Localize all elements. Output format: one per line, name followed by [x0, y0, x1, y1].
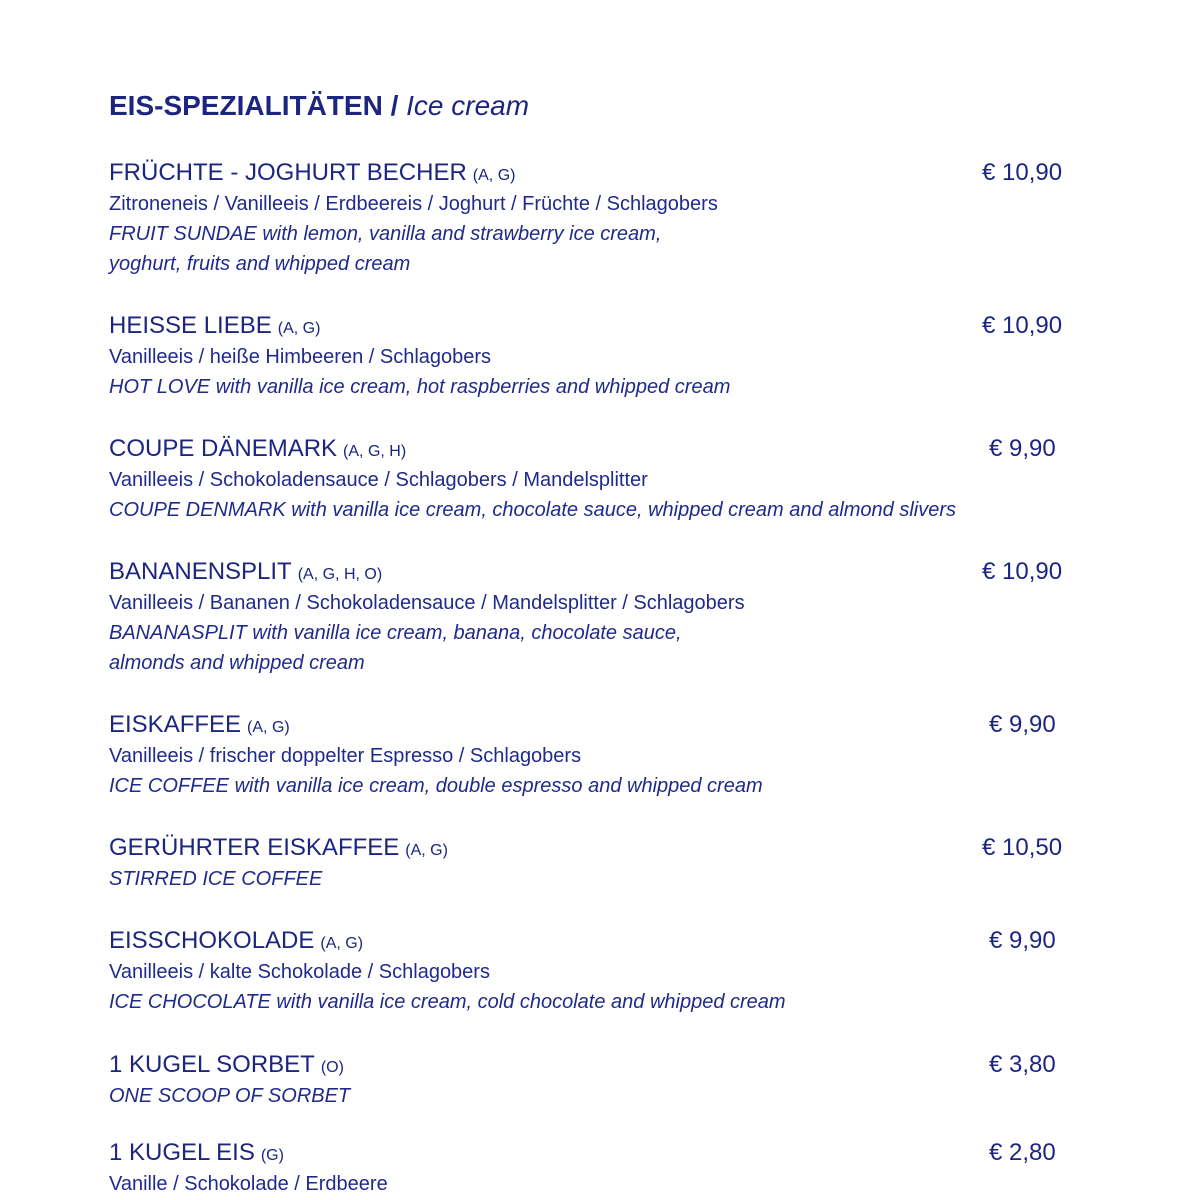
menu-item-header [109, 310, 1089, 342]
menu-item-description-english: almonds and whipped cream [109, 652, 365, 674]
menu-item-description-german: Vanilleeis / frischer doppelter Espresso / Schlagobers [109, 745, 582, 767]
menu-item [109, 1049, 1089, 1111]
heading-english: Ice cream [406, 90, 530, 121]
menu-item-description-english: ICE CHOCOLATE with vanilla ice cream, cold chocolate and whipped cream [109, 991, 786, 1013]
menu-item-allergens: (G) [260, 1147, 284, 1164]
menu-item-name: GERÜHRTER EISKAFFEE [109, 834, 400, 861]
menu-item-allergens: (A, G, H, O) [297, 566, 383, 583]
menu-item-price: € 3,80 [989, 1051, 1056, 1078]
menu-item-description-german: Vanilleeis / Bananen / Schokoladensauce / Mandelsplitter / Schlagobers [109, 592, 745, 614]
menu-section-heading [109, 88, 529, 124]
menu-item-header [109, 1049, 1089, 1081]
menu-item-description-english: ONE SCOOP OF SORBET [109, 1085, 351, 1107]
menu-item-description-german: Vanille / Schokolade / Erdbeere [109, 1173, 388, 1195]
menu-item [109, 157, 1089, 279]
menu-item-price: € 9,90 [989, 435, 1056, 462]
menu-item-price: € 10,90 [982, 159, 1063, 186]
menu-item [109, 310, 1089, 402]
menu-item [109, 433, 1089, 525]
menu-item-description-english: STIRRED ICE COFFEE [109, 868, 323, 890]
menu-item-header [109, 433, 1089, 465]
menu-item-header [109, 709, 1089, 741]
menu-item-allergens: (A, G) [277, 320, 321, 337]
menu-item-allergens: (O) [320, 1059, 344, 1076]
menu-item-price: € 10,90 [982, 312, 1063, 339]
menu-item-name: EISSCHOKOLADE [109, 927, 315, 954]
menu-item-description-english: BANANASPLIT with vanilla ice cream, banana, chocolate sauce, [109, 622, 682, 644]
menu-item-price: € 10,90 [982, 558, 1063, 585]
menu-item-description-german: Vanilleeis / Schokoladensauce / Schlagobers / Mandelsplitter [109, 469, 648, 491]
menu-item-price: € 9,90 [989, 927, 1056, 954]
heading-german: EIS-SPEZIALITÄTEN / [109, 90, 399, 121]
menu-item-description-english: ICE COFFEE with vanilla ice cream, double espresso and whipped cream [109, 775, 763, 797]
menu-item-description-german: Vanilleeis / heiße Himbeeren / Schlagobers [109, 346, 492, 368]
menu-item-name: 1 KUGEL SORBET [109, 1051, 315, 1078]
menu-item-name: 1 KUGEL EIS [109, 1139, 255, 1166]
menu-item-allergens: (A, G) [320, 935, 364, 952]
menu-item-name: HEISSE LIEBE [109, 312, 272, 339]
menu-item-description-english: HOT LOVE with vanilla ice cream, hot raspberries and whipped cream [109, 376, 731, 398]
menu-item-price: € 9,90 [989, 711, 1056, 738]
menu-item-price: € 10,50 [982, 834, 1063, 861]
menu-item-name: BANANENSPLIT [109, 558, 292, 585]
menu-item-price: € 2,80 [989, 1139, 1056, 1166]
menu-item [109, 925, 1089, 1017]
menu-item-allergens: (A, G) [472, 167, 516, 184]
menu-item-name: FRÜCHTE - JOGHURT BECHER [109, 159, 467, 186]
menu-item-name: EISKAFFEE [109, 711, 242, 738]
menu-item-allergens: (A, G) [247, 719, 290, 736]
menu-item-header [109, 1137, 1089, 1169]
menu-item-header [109, 157, 1089, 189]
menu-item-name: COUPE DÄNEMARK [109, 435, 338, 462]
menu-item-allergens: (A, G, H) [343, 443, 407, 460]
menu-item-description-english: yoghurt, fruits and whipped cream [109, 253, 411, 275]
menu-item-description-german: Zitroneneis / Vanilleeis / Erdbeereis / Joghurt / Früchte / Schlagobers [109, 193, 718, 215]
menu-item-description-english: FRUIT SUNDAE with lemon, vanilla and strawberry ice cream, [109, 223, 662, 245]
menu-item-description-english: COUPE DENMARK with vanilla ice cream, chocolate sauce, whipped cream and almond slivers [109, 499, 957, 521]
menu-item [109, 1137, 1089, 1199]
menu-item [109, 709, 1089, 801]
menu-item-header [109, 556, 1089, 588]
menu-item [109, 832, 1089, 894]
menu-item-allergens: (A, G) [405, 842, 448, 859]
menu-item-description-german: Vanilleeis / kalte Schokolade / Schlagobers [109, 961, 490, 983]
menu-item-header [109, 925, 1089, 957]
menu-item-header [109, 832, 1089, 864]
menu-item [109, 556, 1089, 678]
